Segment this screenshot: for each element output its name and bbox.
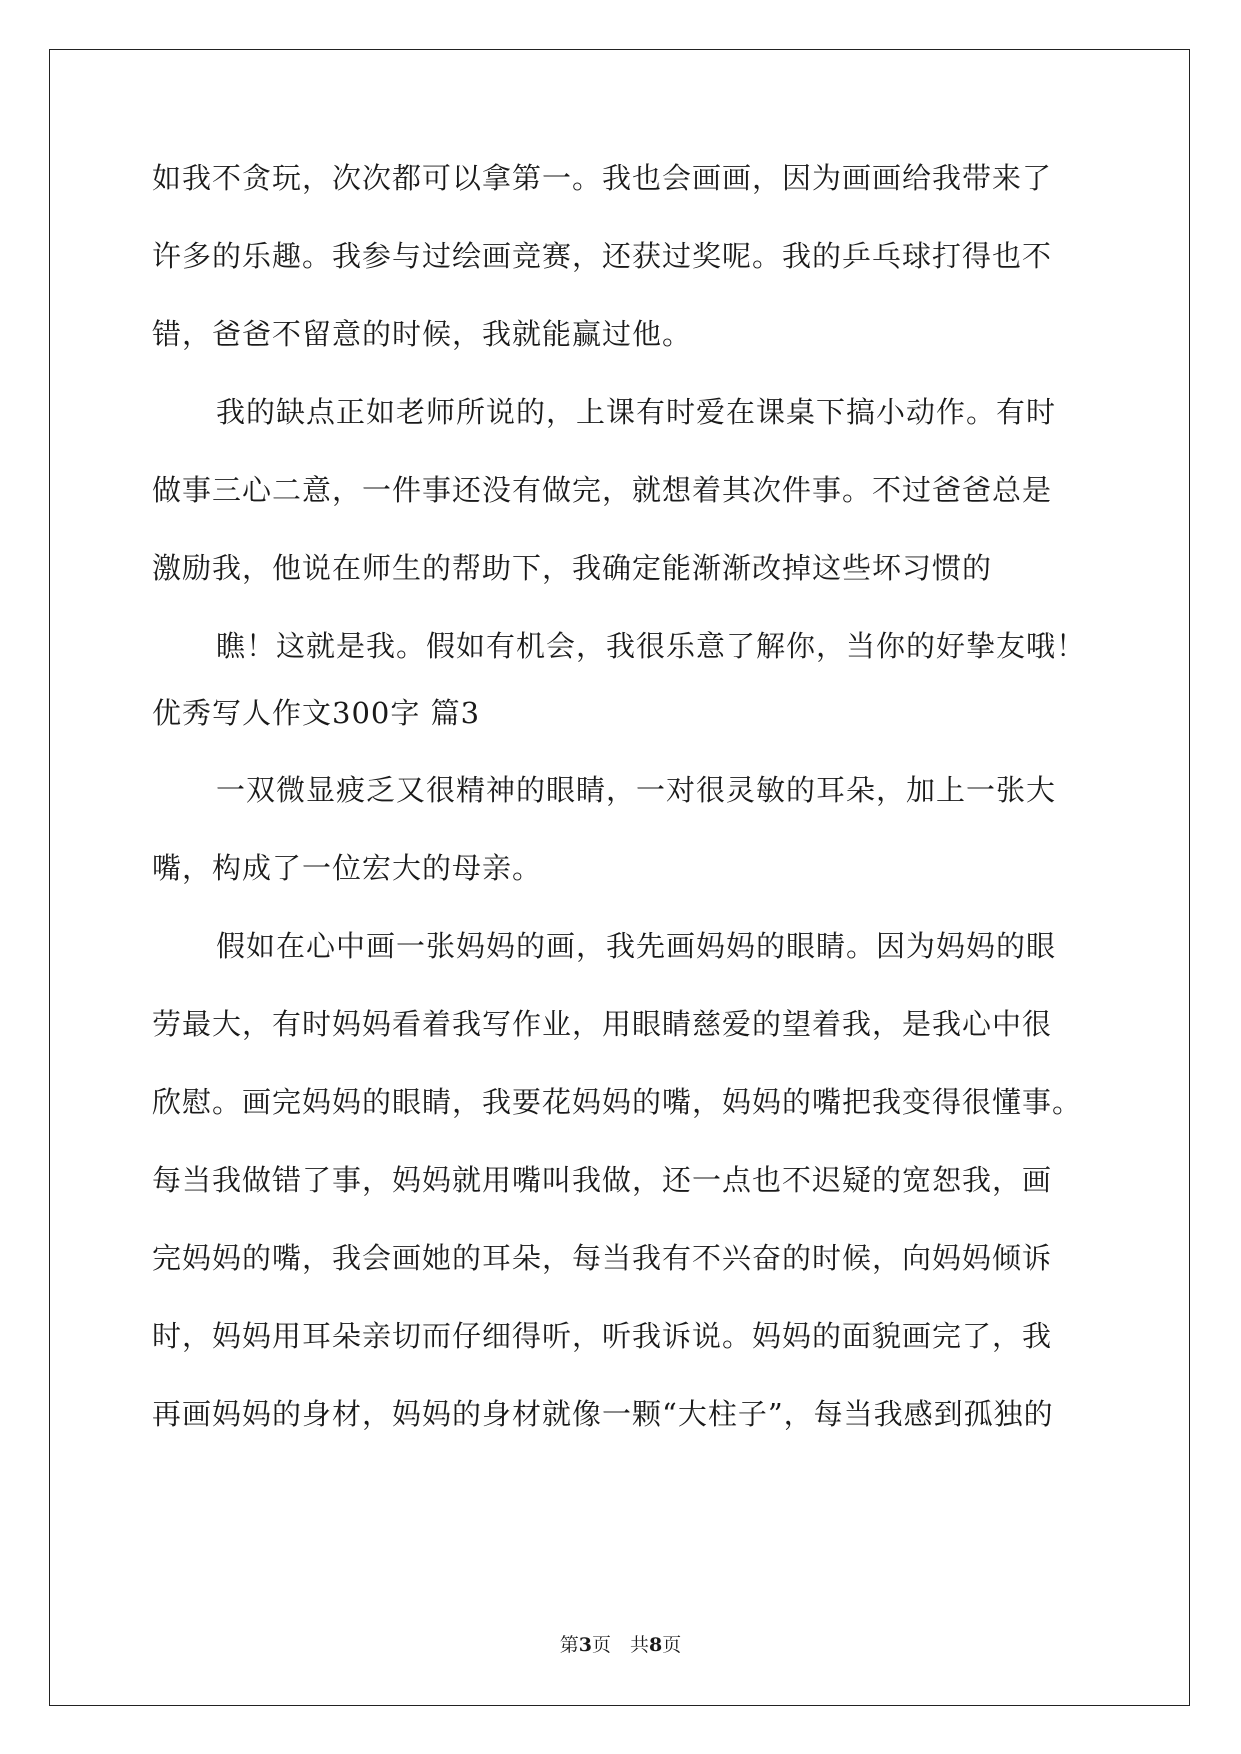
text-line: 做事三心二意，一件事还没有做完，就想着其次件事。不过爸爸总是 — [152, 473, 1053, 507]
text-line: 完妈妈的嘴，我会画她的耳朵，每当我有不兴奋的时候，向妈妈倾诉 — [152, 1241, 1053, 1275]
footer-suffix: 页 — [662, 1634, 682, 1656]
footer-total-pages: 8 — [649, 1634, 663, 1656]
paragraph-first-line: 一双微显疲乏又很精神的眼睛，一对很灵敏的耳朵，加上一张大 — [216, 773, 1057, 807]
text-line: 时，妈妈用耳朵亲切而仔细得听，听我诉说。妈妈的面貌画完了，我 — [152, 1319, 1053, 1353]
section-heading: 优秀写人作文300字 篇3 — [152, 696, 481, 730]
text-line: 欣慰。画完妈妈的眼睛，我要花妈妈的嘴，妈妈的嘴把我变得很懂事。 — [152, 1085, 1083, 1119]
text-line: 错，爸爸不留意的时候，我就能赢过他。 — [152, 317, 693, 351]
footer-prefix: 第 — [559, 1634, 579, 1656]
text-line: 许多的乐趣。我参与过绘画竞赛，还获过奖呢。我的乒乓球打得也不 — [152, 239, 1053, 273]
paragraph-first-line: 瞧！这就是我。假如有机会，我很乐意了解你，当你的好挚友哦！ — [216, 629, 1087, 663]
text-line: 激励我，他说在师生的帮助下，我确定能渐渐改掉这些坏习惯的 — [152, 551, 993, 585]
text-line: 嘴，构成了一位宏大的母亲。 — [152, 851, 543, 885]
footer-current-page: 3 — [578, 1634, 592, 1656]
footer-middle: 页 共 — [591, 1634, 649, 1656]
text-line: 劳最大，有时妈妈看着我写作业，用眼睛慈爱的望着我，是我心中很 — [152, 1007, 1053, 1041]
page-number-footer — [0, 1630, 1241, 1657]
text-line: 再画妈妈的身材，妈妈的身材就像一颗“大柱子”，每当我感到孤独的 — [152, 1397, 1054, 1431]
text-line: 如我不贪玩，次次都可以拿第一。我也会画画，因为画画给我带来了 — [152, 161, 1053, 195]
text-line: 每当我做错了事，妈妈就用嘴叫我做，还一点也不迟疑的宽恕我，画 — [152, 1163, 1053, 1197]
paragraph-first-line: 假如在心中画一张妈妈的画，我先画妈妈的眼睛。因为妈妈的眼 — [216, 929, 1057, 963]
paragraph-first-line: 我的缺点正如老师所说的，上课有时爱在课桌下搞小动作。有时 — [216, 395, 1057, 429]
